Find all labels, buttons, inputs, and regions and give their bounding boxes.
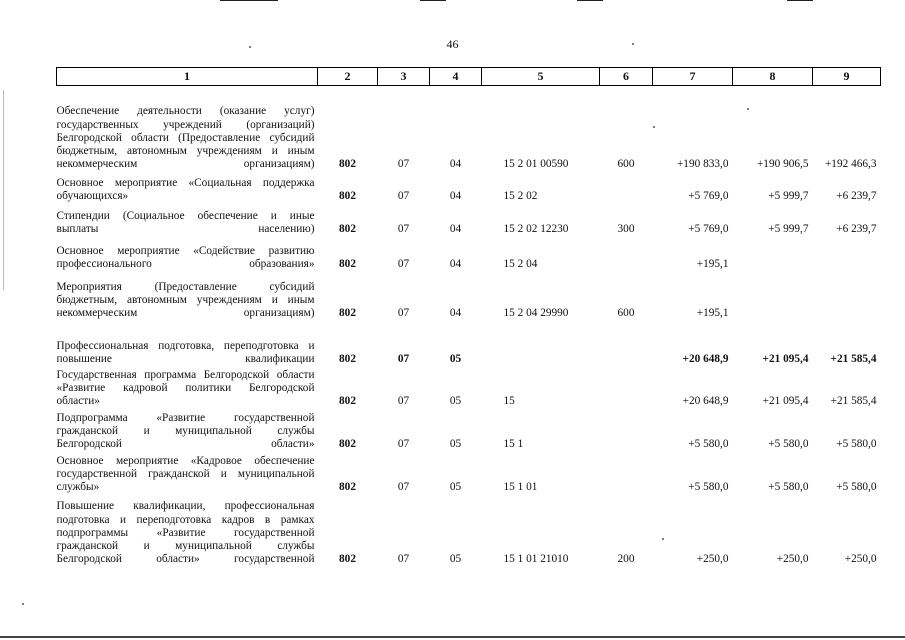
amount-year-1: +20 648,9 <box>682 353 729 366</box>
target-article-code: 15 <box>503 395 515 408</box>
amount-year-1: +5 580,0 <box>688 438 729 451</box>
subsection-code: 04 <box>449 307 462 320</box>
expense-type-code <box>600 452 653 495</box>
row-name: Повышение квалификации, профессиональная подготовка и переподготовка кадров в рамках подпрограммы «Развитие государственной гражданской и муниципальной службы Белгородской области» государственной <box>56 500 315 566</box>
target-article-code: 15 1 01 21010 <box>503 553 569 566</box>
amount-year-3: +21 585,4 <box>830 353 877 366</box>
amount-year-2: +250,0 <box>776 553 809 566</box>
section-code: 07 <box>397 353 410 366</box>
section-code: 07 <box>397 395 410 408</box>
amount-year-1: +5 580,0 <box>688 481 729 494</box>
scan-edge-line-top-3 <box>577 0 603 1</box>
amount-year-1: +195,1 <box>696 307 729 320</box>
section-code: 07 <box>397 481 410 494</box>
subsection-code: 04 <box>449 223 462 236</box>
amount-year-3: +5 580,0 <box>836 481 877 494</box>
section-code: 07 <box>397 223 410 236</box>
subsection-code: 05 <box>449 481 462 494</box>
expense-type-code <box>600 367 653 409</box>
table-row <box>57 204 881 237</box>
scan-edge-line-top-2 <box>420 0 446 1</box>
column-header: 4 <box>430 68 482 86</box>
column-header: 5 <box>482 68 600 86</box>
amount-year-2 <box>733 272 813 321</box>
amount-year-3: +5 580,0 <box>836 438 877 451</box>
table-body <box>57 86 881 567</box>
row-name: Подпрограмма «Развитие государственной гражданской и муниципальной службы Белгородской области» <box>56 411 315 451</box>
expense-type-code: 600 <box>617 307 635 320</box>
subsection-code: 05 <box>449 395 462 408</box>
expense-type-code <box>600 409 653 452</box>
subsection-code: 05 <box>449 353 462 366</box>
row-name: Профессиональная подготовка, переподготовка и повышение квалификации <box>56 340 315 366</box>
budget-table <box>56 67 881 567</box>
amount-year-2: +5 999,7 <box>768 190 809 203</box>
column-header: 3 <box>378 68 430 86</box>
subsection-code: 05 <box>449 438 462 451</box>
row-name: Основное мероприятие «Содействие развитию профессионального образования» <box>56 245 315 271</box>
target-article-code: 15 2 01 00590 <box>503 158 569 171</box>
ved-code: 802 <box>339 307 356 320</box>
subsection-code: 04 <box>449 158 462 171</box>
scan-edge-line-left <box>3 90 4 290</box>
expense-type-code <box>600 172 653 204</box>
column-header: 9 <box>813 68 881 86</box>
amount-year-2: +5 580,0 <box>768 438 809 451</box>
amount-year-3 <box>813 237 881 272</box>
ved-code: 802 <box>339 438 356 451</box>
amount-year-3: +6 239,7 <box>836 223 877 236</box>
amount-year-1: +190 833,0 <box>676 158 729 171</box>
expense-type-code <box>600 321 653 367</box>
ved-code: 802 <box>339 223 356 236</box>
target-article-code <box>482 321 600 367</box>
row-name: Мероприятия (Предоставление субсидий бюджетным, автономным учреждениям и иным некоммерческим организациям) <box>56 280 315 320</box>
column-header: 7 <box>653 68 733 86</box>
amount-year-3: +192 466,3 <box>824 158 877 171</box>
table-row <box>57 237 881 272</box>
scan-edge-line-top-4 <box>787 0 813 1</box>
target-article-code: 15 1 01 <box>503 481 538 494</box>
amount-year-1: +5 769,0 <box>688 223 729 236</box>
ved-code: 802 <box>339 353 356 366</box>
amount-year-1: +250,0 <box>696 553 729 566</box>
amount-year-2 <box>733 237 813 272</box>
amount-year-1: +5 769,0 <box>688 190 729 203</box>
page-number: 46 <box>446 37 459 51</box>
table-header-row <box>57 68 881 86</box>
table-row <box>57 495 881 567</box>
scan-speck <box>22 603 24 605</box>
expense-type-code <box>600 237 653 272</box>
scan-edge-line-top-1 <box>220 0 278 1</box>
expense-type-code: 600 <box>617 158 635 171</box>
table-row <box>57 452 881 495</box>
table-row <box>57 86 881 172</box>
amount-year-3: +21 585,4 <box>830 395 877 408</box>
column-header: 1 <box>57 68 318 86</box>
amount-year-3 <box>813 272 881 321</box>
section-code: 07 <box>397 258 410 271</box>
amount-year-2: +5 580,0 <box>768 481 809 494</box>
target-article-code: 15 2 02 <box>503 190 538 203</box>
table-row <box>57 172 881 204</box>
amount-year-2: +5 999,7 <box>768 223 809 236</box>
subsection-code: 04 <box>449 258 462 271</box>
amount-year-1: +20 648,9 <box>682 395 729 408</box>
amount-year-3: +6 239,7 <box>836 190 877 203</box>
ved-code: 802 <box>339 481 356 494</box>
table-row <box>57 321 881 367</box>
section-code: 07 <box>397 307 410 320</box>
row-name: Основное мероприятие «Кадровое обеспечение государственной гражданской и муниципальной службы» <box>56 454 315 494</box>
subsection-code: 04 <box>449 190 462 203</box>
target-article-code: 15 2 04 <box>503 258 538 271</box>
table-row <box>57 272 881 321</box>
section-code: 07 <box>397 553 410 566</box>
ved-code: 802 <box>339 395 356 408</box>
amount-year-2: +21 095,4 <box>762 395 809 408</box>
column-header: 2 <box>318 68 378 86</box>
amount-year-2: +21 095,4 <box>762 353 809 366</box>
amount-year-3: +250,0 <box>844 553 877 566</box>
ved-code: 802 <box>339 258 356 271</box>
section-code: 07 <box>397 158 410 171</box>
target-article-code: 15 2 04 29990 <box>503 307 569 320</box>
row-name: Государственная программа Белгородской области «Развитие кадровой политики Белгородской области» <box>56 368 315 408</box>
column-header: 8 <box>733 68 813 86</box>
row-name: Обеспечение деятельности (оказание услуг) государственных учреждений (организаций) Белгородской области (Предоставление субсидий бюджетным, автономным учреждениям и иным некоммерческим организациям) <box>56 105 315 171</box>
ved-code: 802 <box>339 190 356 203</box>
amount-year-2: +190 906,5 <box>756 158 809 171</box>
amount-year-1: +195,1 <box>696 258 729 271</box>
section-code: 07 <box>397 438 410 451</box>
target-article-code: 15 2 02 12230 <box>503 223 569 236</box>
table-row <box>57 409 881 452</box>
table-row <box>57 367 881 409</box>
expense-type-code: 200 <box>617 553 635 566</box>
ved-code: 802 <box>339 553 356 566</box>
target-article-code: 15 1 <box>503 438 524 451</box>
ved-code: 802 <box>339 158 356 171</box>
scan-edge-line-bottom <box>0 636 905 638</box>
section-code: 07 <box>397 190 410 203</box>
column-header: 6 <box>600 68 653 86</box>
subsection-code: 05 <box>449 553 462 566</box>
row-name: Основное мероприятие «Социальная поддержка обучающихся» <box>56 177 315 203</box>
row-name: Стипендии (Социальное обеспечение и иные выплаты населению) <box>56 210 315 236</box>
expense-type-code: 300 <box>617 223 635 236</box>
